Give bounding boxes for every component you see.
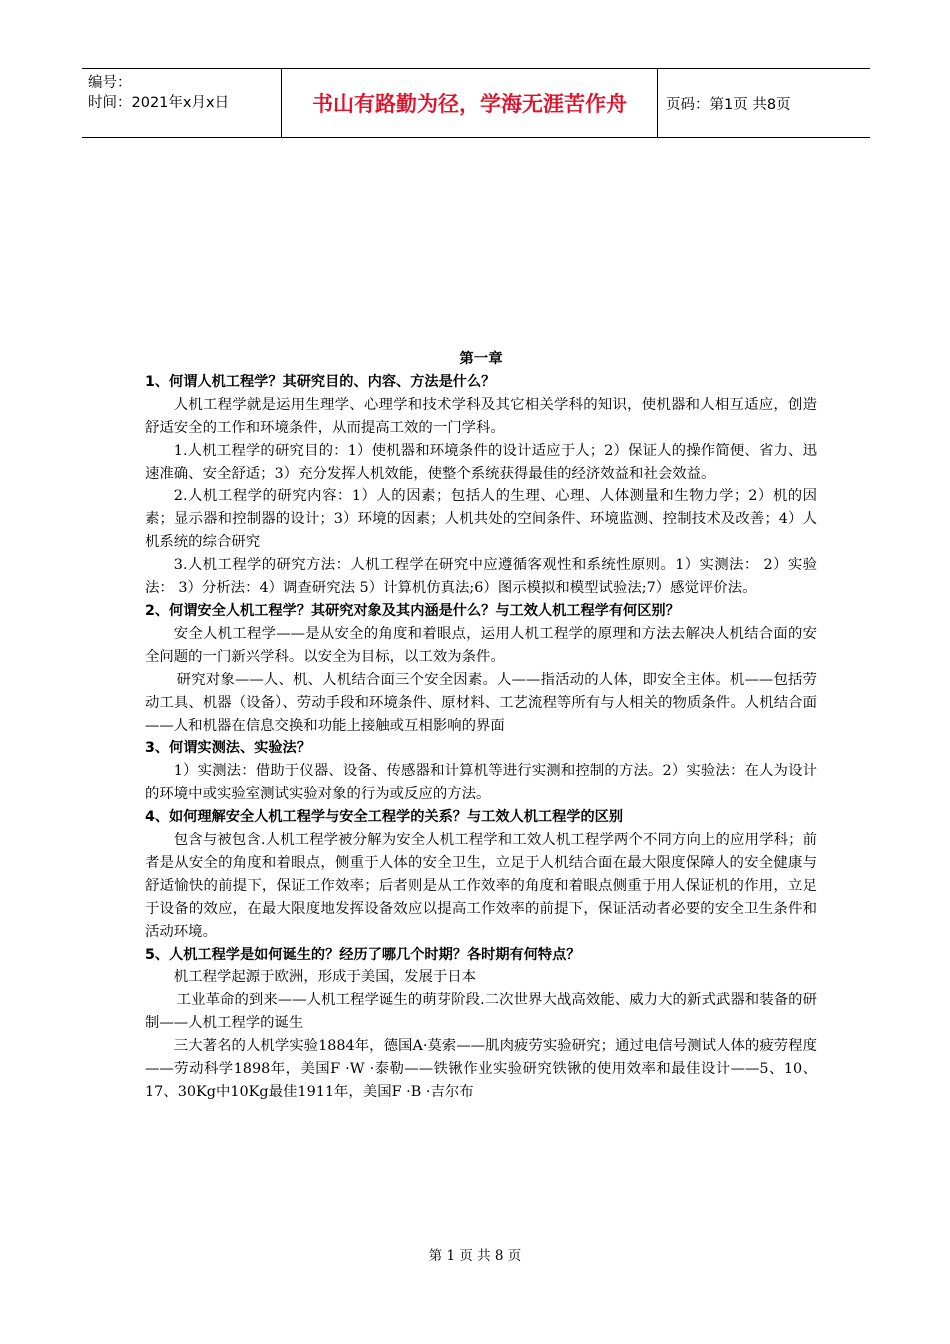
body-paragraph: 包含与被包含.人机工程学被分解为安全人机工程学和工效人机工程学两个不同方向上的应用学科；前者是从安全的角度和着眼点，侧重于人体的安全卫生，立足于人机结合面在最大限度保障人的安全健康与舒适愉快的前提下，保证工作效率；后者则是从工作效率的角度和着眼点侧重于用人保证机的作用，立足于设备的效应，在最大限度地发挥设备效应以提高工作效率的前提下，保证活动者必要的安全卫生条件和活动环境。 xyxy=(145,832,817,940)
chapter-title: 第一章 xyxy=(459,351,503,367)
body-paragraph: 工业革命的到来——人机工程学诞生的萌芽阶段.二次世界大战高效能、威力大的新式武器和装备的研制——人机工程学的诞生 xyxy=(145,992,817,1032)
question-heading: 5、人机工程学是如何诞生的？经历了哪几个时期？各时期有何特点？ xyxy=(145,946,581,963)
body-paragraph: 机工程学起源于欧洲，形成于美国，发展于日本 xyxy=(173,969,477,986)
question-heading: 4、如何理解安全人机工程学与安全工程学的关系？与工效人机工程学的区别 xyxy=(145,809,624,826)
body-paragraph: 1）实测法：借助于仪器、设备、传感器和计算机等进行实测和控制的方法。2）实验法：在人为设计的环境中或实验室测试实验对象的行为或反应的方法。 xyxy=(145,763,817,803)
page-footer: 第 1 页 共 8 页 xyxy=(428,1248,522,1264)
body-paragraph: 安全人机工程学——是从安全的角度和着眼点，运用人机工程学的原理和方法去解决人机结合面的安全问题的一门新兴学科。以安全为目标，以工效为条件。 xyxy=(145,625,817,665)
body-paragraph: 研究对象——人、机、人机结合面三个安全因素。人——指活动的人体，即安全主体。机——包括劳动工具、机器（设备）、劳动手段和环境条件、原材料、工艺流程等所有与人相关的物质条件。人机结合面——人和机器在信息交换和功能上接触或互相影响的界面 xyxy=(145,671,817,734)
paragraph-list xyxy=(145,371,817,1104)
header-motto: 书山有路勤为径，学海无涯苦作舟 xyxy=(282,69,658,137)
question-heading: 2、何谓安全人机工程学？其研究对象及其内涵是什么？与工效人机工程学有何区别？ xyxy=(145,602,680,619)
question-heading: 3、何谓实测法、实验法？ xyxy=(145,740,311,757)
page-header xyxy=(82,68,870,138)
question-heading: 1、何谓人机工程学？其研究目的、内容、方法是什么？ xyxy=(145,373,496,390)
header-page-info: 页码：第1页 共8页 xyxy=(666,96,791,113)
number-label: 编号： xyxy=(88,75,132,91)
body-paragraph: 1.人机工程学的研究目的：1）使机器和环境条件的设计适应于人；2）保证人的操作简便、省力、迅速准确、安全舒适；3）充分发挥人机效能，使整个系统获得最佳的经济效益和社会效益。 xyxy=(145,442,817,482)
time-label: 时间：2021年x月x日 xyxy=(88,95,230,111)
body-paragraph: 2.人机工程学的研究内容：1）人的因素；包括人的生理、心理、人体测量和生物力学；2）机的因素；显示器和控制器的设计；3）环境的因素；人机共处的空间条件、环境监测、控制技术及改善；4）人机系统的综合研究 xyxy=(145,488,817,551)
body-paragraph: 3.人机工程学的研究方法：人机工程学在研究中应遵循客观性和系统性原则。1）实测法： 2）实验法： 3）分析法：4）调查研究法 5）计算机仿真法;6）图示模拟和模型试验法;7）感觉评价法。 xyxy=(145,557,817,597)
body-paragraph: 人机工程学就是运用生理学、心理学和技术学科及其它相关学科的知识，使机器和人相互适应，创造舒适安全的工作和环境条件，从而提高工效的一门学科。 xyxy=(145,396,817,436)
header-left-cell xyxy=(82,69,282,137)
document-body xyxy=(145,348,817,1104)
body-paragraph: 三大著名的人机学实验1884年，德国A·莫索——肌肉疲劳实验研究；通过电信号测试人体的疲劳程度——劳动科学1898年，美国F ·W ·泰勒——铁锹作业实验研究铁锹的使用效率和最佳设计——5、10、17、30Kg中10Kg最佳1911年，美国F ·B ·吉尔布 xyxy=(145,1038,817,1100)
